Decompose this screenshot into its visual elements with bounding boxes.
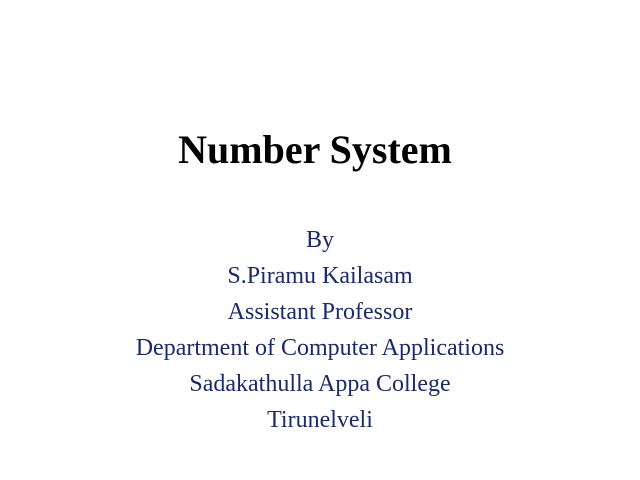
slide-title: Number System bbox=[178, 127, 452, 172]
author-name: S.Piramu Kailasam bbox=[227, 263, 413, 289]
city-name: Tirunelveli bbox=[267, 407, 373, 433]
department-name: Department of Computer Applications bbox=[135, 335, 505, 361]
slide-subtitle bbox=[0, 222, 640, 438]
subtitle-by: By bbox=[305, 227, 334, 253]
author-position: Assistant Professor bbox=[227, 299, 413, 325]
college-name: Sadakathulla Appa College bbox=[189, 371, 451, 397]
